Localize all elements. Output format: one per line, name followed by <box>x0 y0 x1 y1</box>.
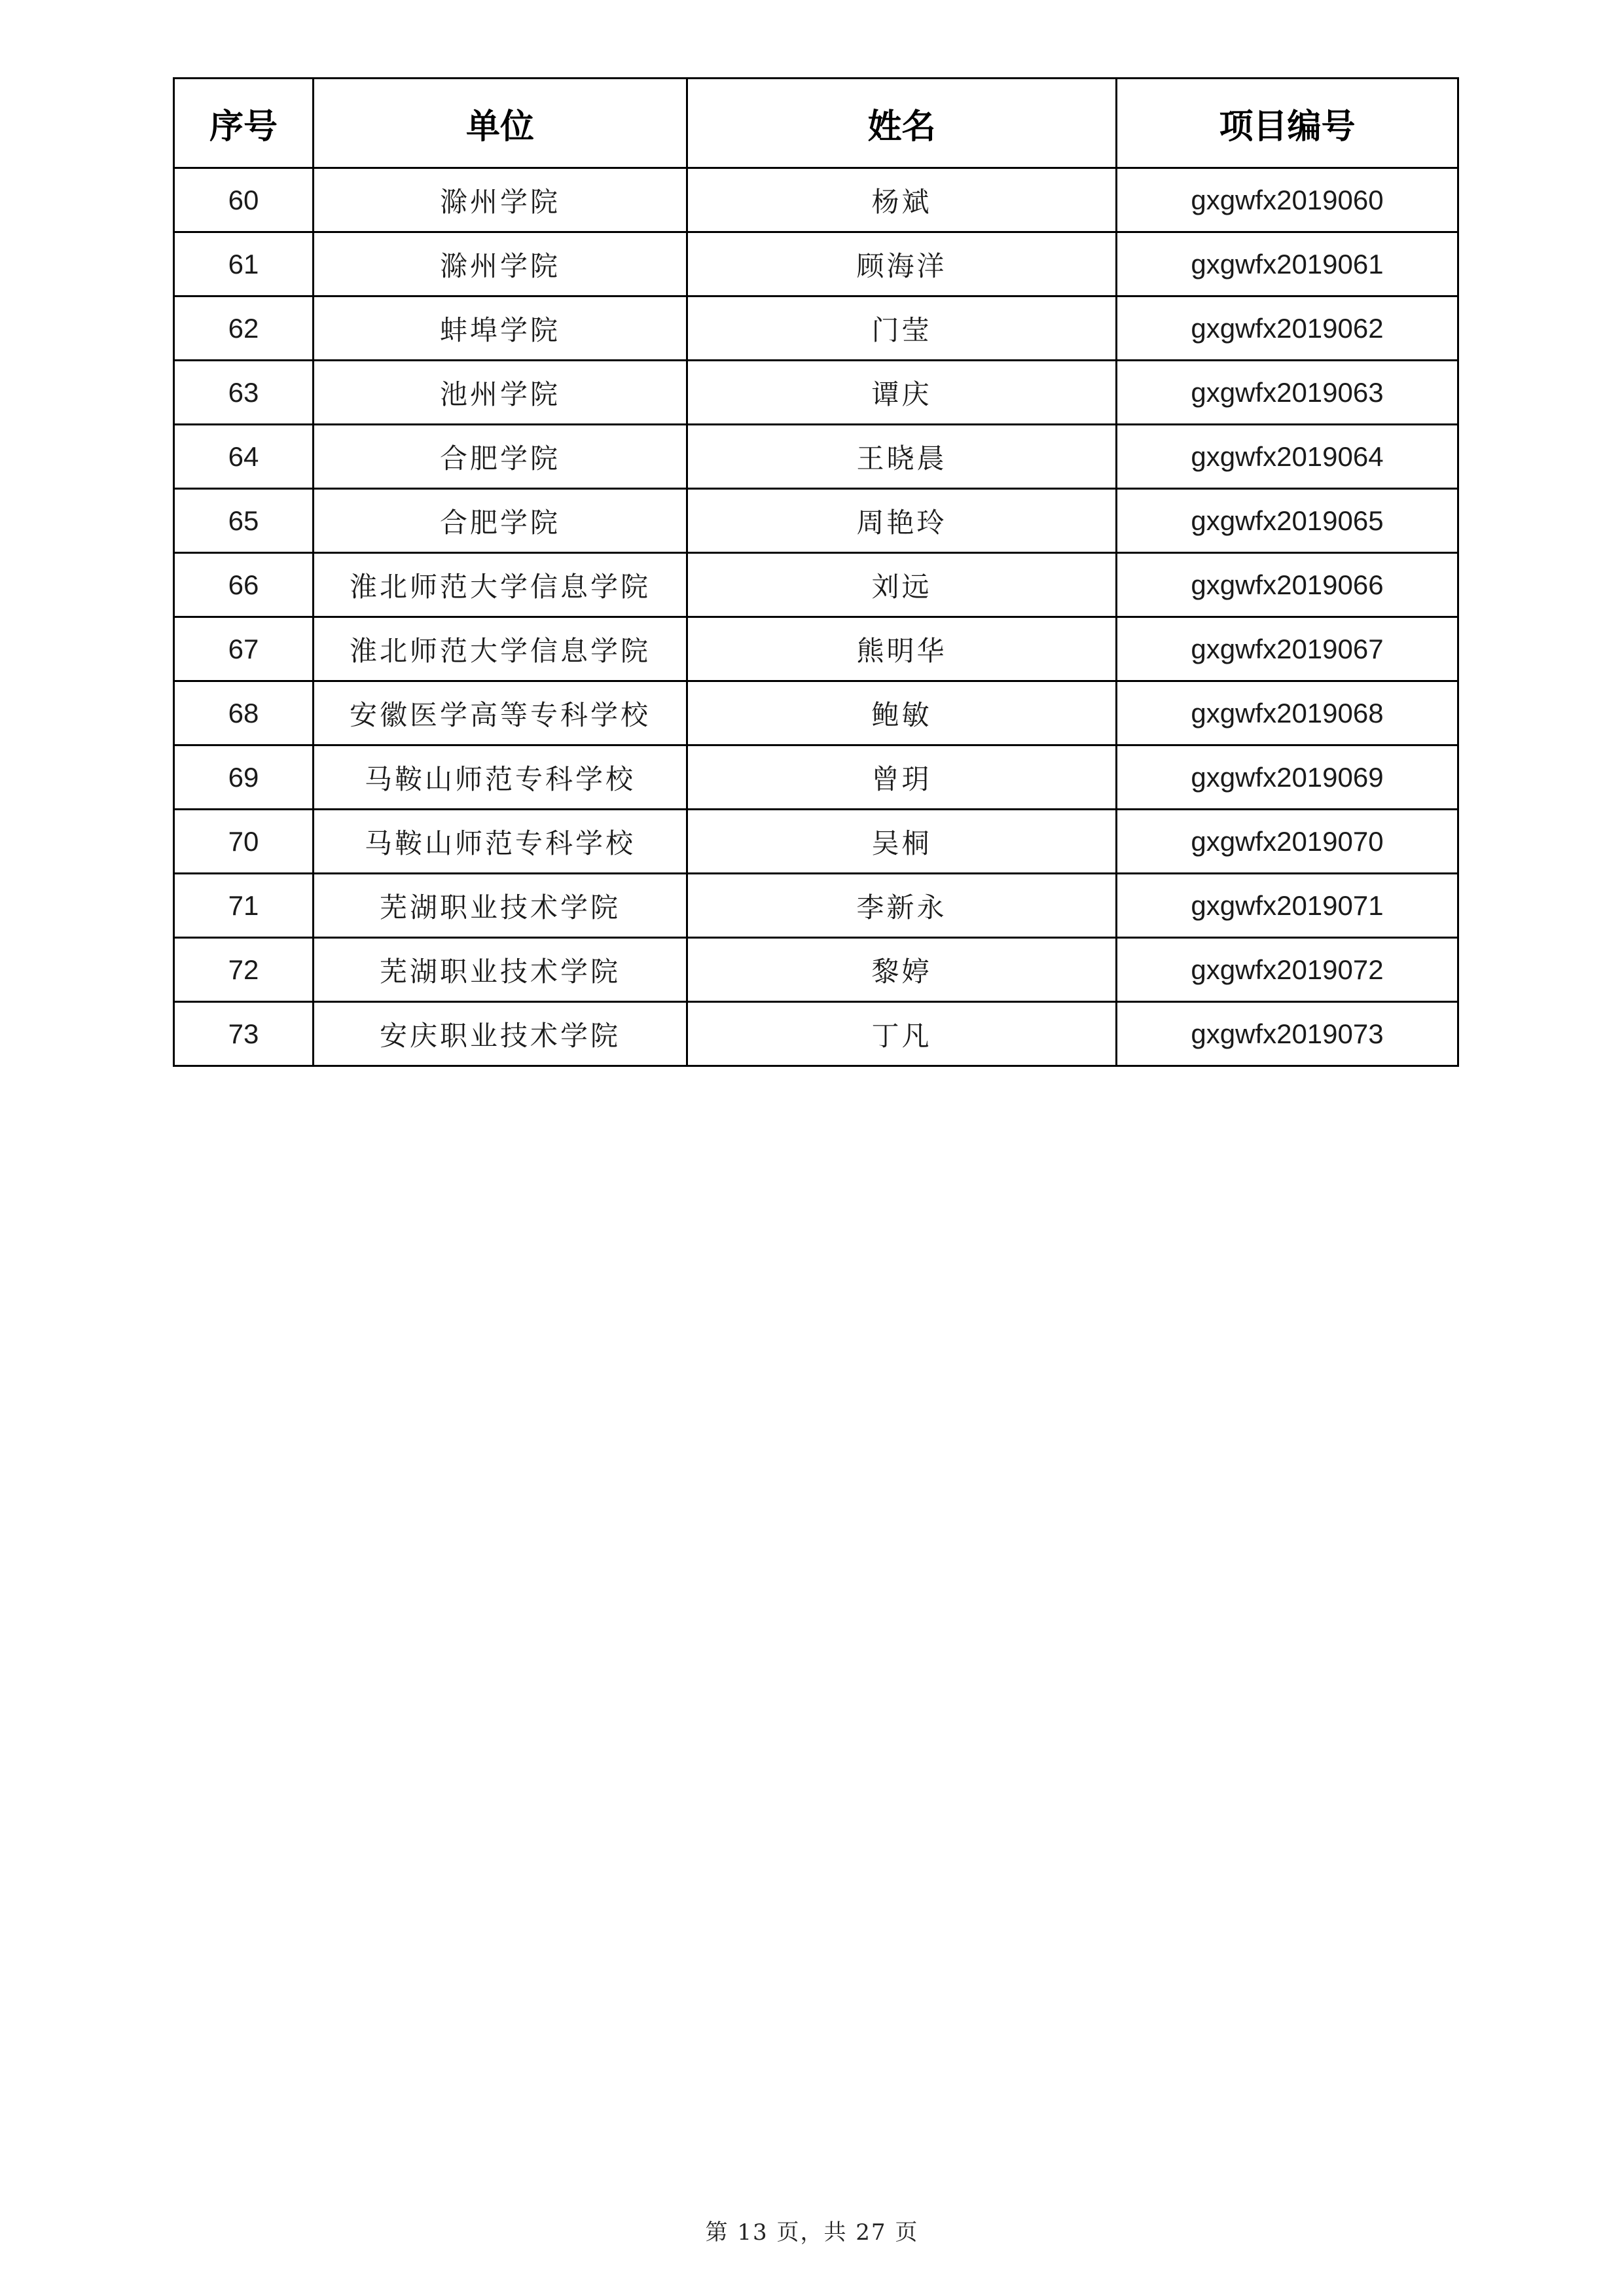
cell-name: 周艳玲 <box>687 489 1117 553</box>
cell-seq: 66 <box>174 553 314 617</box>
cell-unit: 淮北师范大学信息学院 <box>314 553 687 617</box>
cell-name: 谭庆 <box>687 361 1117 425</box>
table-row <box>174 681 1458 745</box>
cell-seq: 72 <box>174 938 314 1002</box>
cell-unit: 淮北师范大学信息学院 <box>314 617 687 681</box>
cell-code: gxgwfx2019062 <box>1117 296 1458 361</box>
project-roster-table <box>173 77 1459 1067</box>
table-row <box>174 361 1458 425</box>
cell-unit: 蚌埠学院 <box>314 296 687 361</box>
cell-unit: 池州学院 <box>314 361 687 425</box>
cell-code: gxgwfx2019073 <box>1117 1002 1458 1066</box>
table-row <box>174 745 1458 810</box>
cell-seq: 62 <box>174 296 314 361</box>
cell-code: gxgwfx2019066 <box>1117 553 1458 617</box>
table-row <box>174 553 1458 617</box>
table-body <box>174 168 1458 1066</box>
cell-unit: 安徽医学高等专科学校 <box>314 681 687 745</box>
cell-unit: 合肥学院 <box>314 425 687 489</box>
cell-code: gxgwfx2019070 <box>1117 810 1458 874</box>
table-row <box>174 296 1458 361</box>
header-unit: 单位 <box>314 79 687 168</box>
cell-unit: 合肥学院 <box>314 489 687 553</box>
cell-code: gxgwfx2019065 <box>1117 489 1458 553</box>
cell-code: gxgwfx2019069 <box>1117 745 1458 810</box>
cell-name: 王晓晨 <box>687 425 1117 489</box>
header-seq: 序号 <box>174 79 314 168</box>
table-row <box>174 874 1458 938</box>
page-footer: 第 13 页，共 27 页 <box>705 2219 919 2246</box>
header-code: 项目编号 <box>1117 79 1458 168</box>
cell-unit: 滁州学院 <box>314 232 687 296</box>
cell-unit: 安庆职业技术学院 <box>314 1002 687 1066</box>
cell-seq: 61 <box>174 232 314 296</box>
cell-seq: 64 <box>174 425 314 489</box>
cell-unit: 马鞍山师范专科学校 <box>314 810 687 874</box>
cell-code: gxgwfx2019060 <box>1117 168 1458 232</box>
cell-name: 刘远 <box>687 553 1117 617</box>
cell-seq: 70 <box>174 810 314 874</box>
table-row <box>174 489 1458 553</box>
cell-seq: 63 <box>174 361 314 425</box>
cell-seq: 71 <box>174 874 314 938</box>
cell-seq: 67 <box>174 617 314 681</box>
cell-seq: 65 <box>174 489 314 553</box>
cell-code: gxgwfx2019072 <box>1117 938 1458 1002</box>
cell-name: 顾海洋 <box>687 232 1117 296</box>
cell-seq: 68 <box>174 681 314 745</box>
table-row <box>174 168 1458 232</box>
cell-name: 黎婷 <box>687 938 1117 1002</box>
cell-code: gxgwfx2019063 <box>1117 361 1458 425</box>
cell-name: 熊明华 <box>687 617 1117 681</box>
cell-name: 鲍敏 <box>687 681 1117 745</box>
cell-unit: 马鞍山师范专科学校 <box>314 745 687 810</box>
table-row <box>174 1002 1458 1066</box>
table-row <box>174 232 1458 296</box>
cell-seq: 60 <box>174 168 314 232</box>
header-row <box>174 79 1458 168</box>
table-row <box>174 617 1458 681</box>
table-header <box>174 79 1458 168</box>
cell-name: 门莹 <box>687 296 1117 361</box>
cell-code: gxgwfx2019071 <box>1117 874 1458 938</box>
cell-name: 杨斌 <box>687 168 1117 232</box>
table-row <box>174 938 1458 1002</box>
cell-seq: 73 <box>174 1002 314 1066</box>
cell-code: gxgwfx2019064 <box>1117 425 1458 489</box>
cell-code: gxgwfx2019061 <box>1117 232 1458 296</box>
cell-code: gxgwfx2019067 <box>1117 617 1458 681</box>
cell-unit: 芜湖职业技术学院 <box>314 874 687 938</box>
cell-name: 李新永 <box>687 874 1117 938</box>
table-row <box>174 810 1458 874</box>
cell-unit: 芜湖职业技术学院 <box>314 938 687 1002</box>
cell-code: gxgwfx2019068 <box>1117 681 1458 745</box>
cell-name: 曾玥 <box>687 745 1117 810</box>
cell-name: 吴桐 <box>687 810 1117 874</box>
cell-seq: 69 <box>174 745 314 810</box>
cell-name: 丁凡 <box>687 1002 1117 1066</box>
table-row <box>174 425 1458 489</box>
cell-unit: 滁州学院 <box>314 168 687 232</box>
header-name: 姓名 <box>687 79 1117 168</box>
